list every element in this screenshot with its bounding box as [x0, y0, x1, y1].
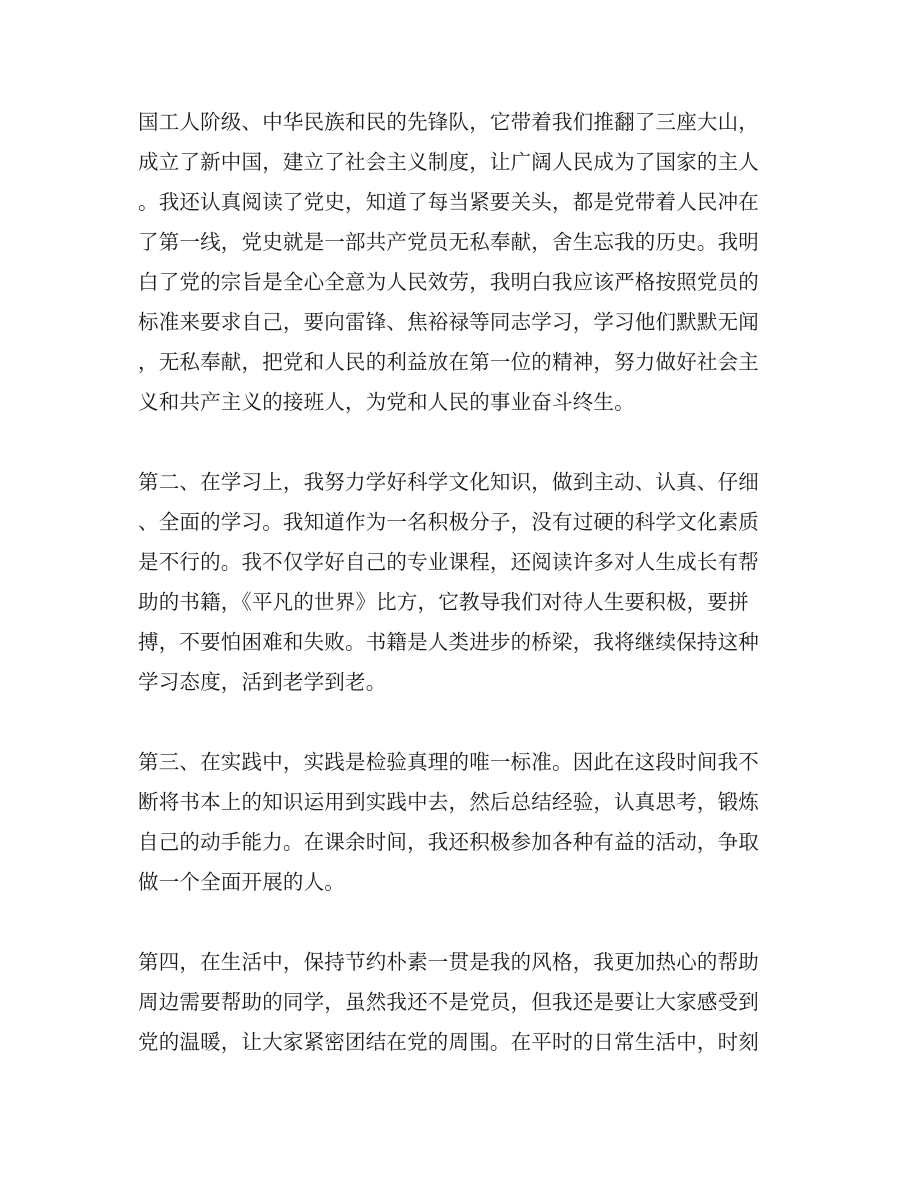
- paragraph-line: 党的温暖，让大家紧密团结在党的周围。在平时的日常生活中，时刻: [138, 1030, 759, 1054]
- paragraph-line: 。我还认真阅读了党史，知道了每当紧要关头，都是党带着人民冲在: [138, 190, 759, 214]
- paragraph-line: 了第一线，党史就是一部共产党员无私奉献，舍生忘我的历史。我明: [138, 230, 759, 254]
- paragraph-line: 白了党的宗旨是全心全意为人民效劳，我明白我应该严格按照党员的: [138, 270, 759, 294]
- paragraph-party-history: [138, 102, 798, 422]
- paragraph-line: 自己的动手能力。在课余时间，我还积极参加各种有益的活动，争取: [138, 830, 759, 854]
- paragraph-line: ，无私奉献，把党和人民的利益放在第一位的精神，努力做好社会主: [138, 350, 759, 374]
- paragraph-line: 国工人阶级、中华民族和民的先锋队，它带着我们推翻了三座大山，: [138, 110, 759, 134]
- paragraph-line: 第三、在实践中，实践是检验真理的唯一标准。因此在这段时间我不: [138, 750, 759, 774]
- paragraph-line: 第四，在生活中，保持节约朴素一贯是我的风格，我更加热心的帮助: [138, 950, 759, 974]
- paragraph-line: 、全面的学习。我知道作为一名积极分子，没有过硬的科学文化素质: [138, 510, 759, 534]
- paragraph-line: 成立了新中国，建立了社会主义制度，让广阔人民成为了国家的主人: [138, 150, 759, 174]
- paragraph-line: 学习态度，活到老学到老。: [138, 670, 387, 694]
- paragraph-line: 做一个全面开展的人。: [138, 870, 345, 894]
- paragraph-line: 义和共产主义的接班人，为党和人民的事业奋斗终生。: [138, 390, 635, 414]
- paragraph-line: 断将书本上的知识运用到实践中去，然后总结经验，认真思考，锻炼: [138, 790, 759, 814]
- paragraph-line: 搏，不要怕困难和失败。书籍是人类进步的桥梁，我将继续保持这种: [138, 630, 759, 654]
- paragraph-line: 标准来要求自己，要向雷锋、焦裕禄等同志学习，学习他们默默无闻: [138, 310, 759, 334]
- paragraph-life: [138, 942, 798, 1062]
- paragraph-line: 助的书籍，《平凡的世界》比方，它教导我们对待人生要积极，要拼: [138, 590, 749, 614]
- paragraph-line: 第二、在学习上，我努力学好科学文化知识，做到主动、认真、仔细: [138, 470, 759, 494]
- paragraph-study: [138, 462, 798, 702]
- paragraph-line: 是不行的。我不仅学好自己的专业课程，还阅读许多对人生成长有帮: [138, 550, 759, 574]
- paragraph-practice: [138, 742, 798, 902]
- paragraph-line: 周边需要帮助的同学，虽然我还不是党员，但我还是要让大家感受到: [138, 990, 759, 1014]
